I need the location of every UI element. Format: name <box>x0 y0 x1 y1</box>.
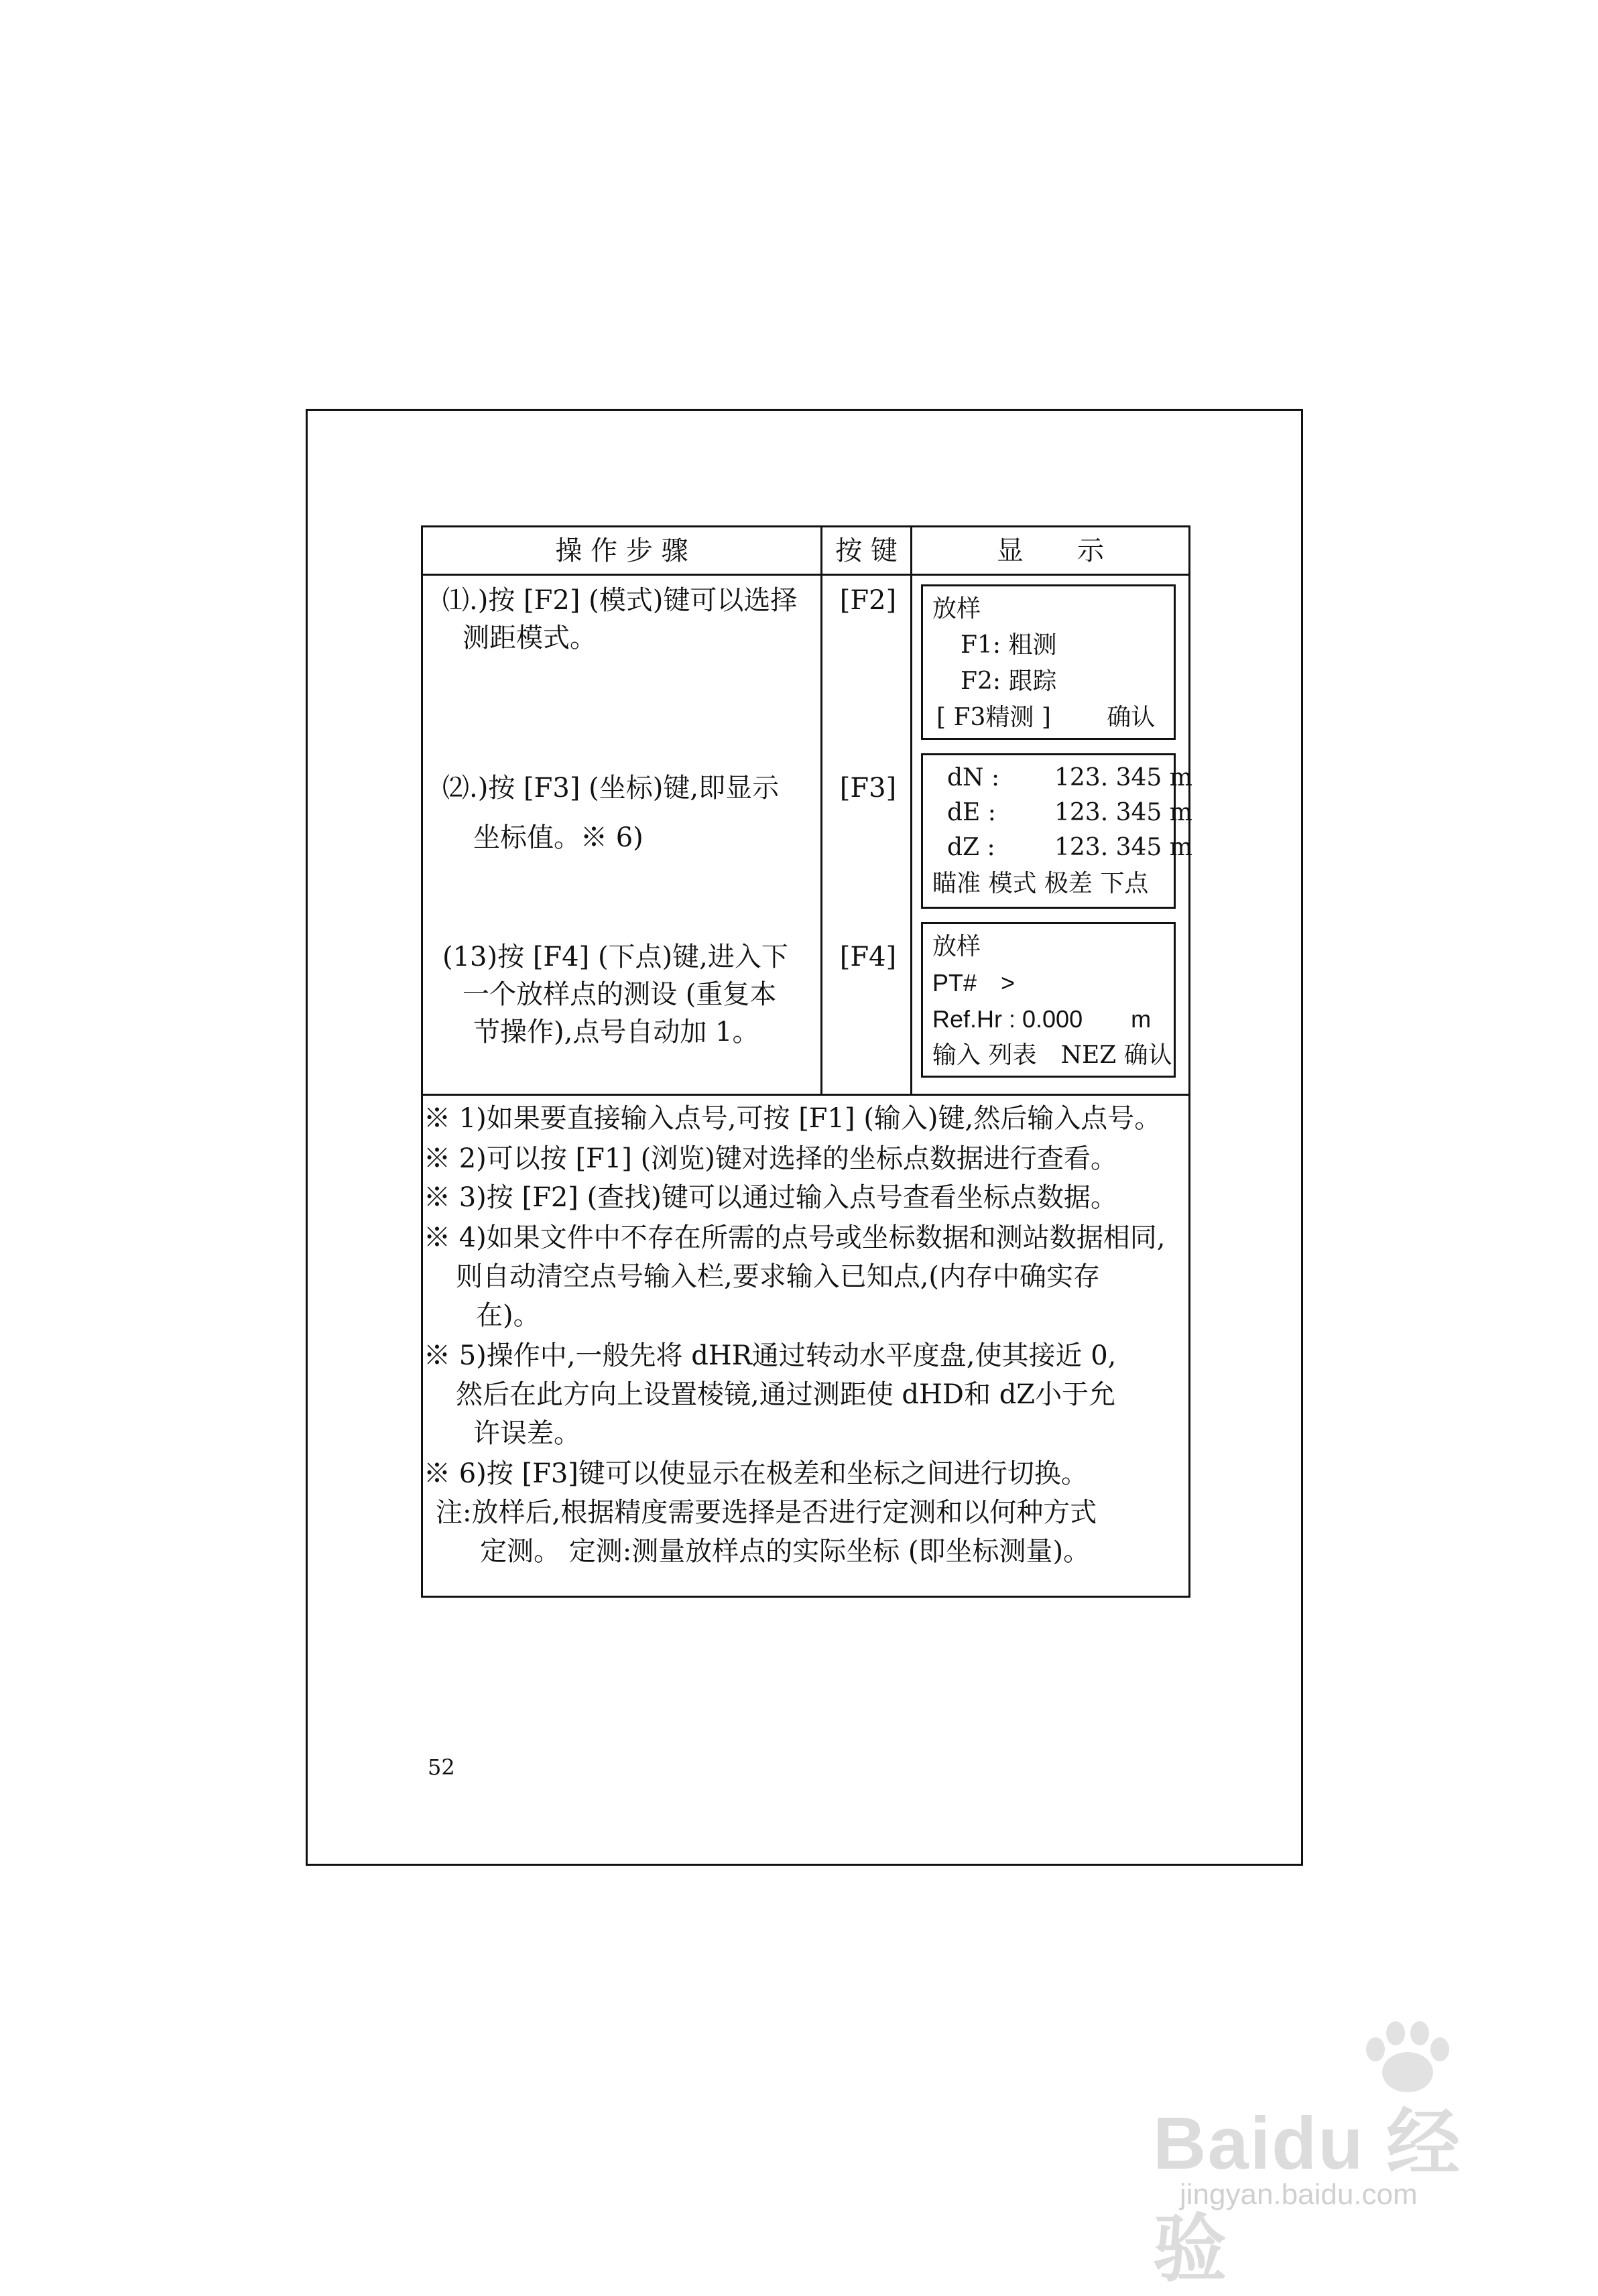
note-4-line-3: 在)。 <box>476 1300 540 1331</box>
display-2-dz-label: dZ : <box>947 834 995 861</box>
step-3-line-1: (13)按 [F4] (下点)键,进入下 <box>442 942 788 972</box>
table-col-divider-1 <box>820 525 822 1095</box>
display-2-dz-value: 123. 345 m <box>1054 834 1192 861</box>
table-notes-divider <box>421 1094 1190 1096</box>
display-2-de-value: 123. 345 m <box>1054 799 1192 826</box>
display-1-option-f2: F2: 跟踪 <box>961 667 1057 695</box>
note-5-line-3: 许误差。 <box>473 1418 580 1449</box>
page-number: 52 <box>428 1755 455 1780</box>
step-3-line-3: 节操作),点号自动加 1。 <box>473 1017 759 1047</box>
step-2-line-2: 坐标值。※ 6) <box>473 822 643 853</box>
note-remark-line-2: 定测。 定测:测量放样点的实际坐标 (即坐标测量)。 <box>480 1536 1091 1567</box>
display-2-dn-label: dN : <box>947 764 1000 791</box>
display-3-title: 放样 <box>932 933 981 960</box>
header-key: 按 键 <box>835 535 898 566</box>
table-header-divider <box>421 574 1190 576</box>
note-4-line-1: ※ 4)如果文件中不存在所需的点号或坐标数据和测站数据相同, <box>424 1222 1166 1253</box>
key-f3: [F3] <box>839 773 897 804</box>
note-3: ※ 3)按 [F2] (查找)键可以通过输入点号查看坐标点数据。 <box>424 1182 1117 1213</box>
display-1-title: 放样 <box>932 595 981 623</box>
watermark-brand: Baidu 经验 <box>1153 2102 1462 2291</box>
key-f4: [F4] <box>839 942 897 972</box>
note-1: ※ 1)如果要直接输入点号,可按 [F1] (输入)键,然后输入点号。 <box>424 1103 1162 1134</box>
note-2: ※ 2)可以按 [F1] (浏览)键对选择的坐标点数据进行查看。 <box>424 1143 1117 1174</box>
step-3-line-2: 一个放样点的测设 (重复本 <box>463 979 777 1010</box>
step-1-line-2: 测距模式。 <box>463 623 597 653</box>
display-3-ref-hr: Ref.Hr : 0.000 m <box>932 1005 1152 1033</box>
display-screen-2 <box>921 753 1192 909</box>
note-5-line-1: ※ 5)操作中,一般先将 dHR通过转动水平度盘,使其接近 0, <box>424 1340 1117 1371</box>
display-2-dn-value: 123. 345 m <box>1054 764 1192 791</box>
display-screen-1 <box>921 584 1176 740</box>
note-5-line-2: 然后在此方向上设置棱镜,通过测距使 dHD和 dZ小于允 <box>456 1379 1116 1410</box>
watermark-url: jingyan.baidu.com <box>1180 2178 1418 2211</box>
note-6: ※ 6)按 [F3]键可以使显示在极差和坐标之间进行切换。 <box>424 1458 1088 1489</box>
step-2-line-1: ⑵.)按 [F3] (坐标)键,即显示 <box>442 773 780 804</box>
key-f2: [F2] <box>839 585 897 616</box>
display-2-softkeys: 瞄准 模式 极差 下点 <box>932 870 1149 897</box>
header-step: 操 作 步 骤 <box>555 535 688 566</box>
display-1-option-f1: F1: 粗测 <box>961 631 1057 659</box>
note-remark-line-1: 注:放样后,根据精度需要选择是否进行定测和以何种方式 <box>436 1497 1097 1528</box>
baidu-jingyan-watermark <box>1140 2057 1515 2291</box>
note-4-line-2: 则自动清空点号输入栏,要求输入已知点,(内存中确实存 <box>456 1261 1101 1292</box>
display-1-softkeys: [ F3精测 ] 确认 <box>936 704 1156 731</box>
display-screen-3 <box>921 922 1176 1078</box>
display-2-de-label: dE : <box>947 799 996 826</box>
step-1-line-1: ⑴.)按 [F2] (模式)键可以选择 <box>442 585 798 616</box>
display-3-softkeys: 输入 列表 NEZ 确认 <box>932 1041 1172 1069</box>
header-display: 显 示 <box>997 535 1104 566</box>
display-3-pt-field: PT# > <box>932 969 1016 997</box>
